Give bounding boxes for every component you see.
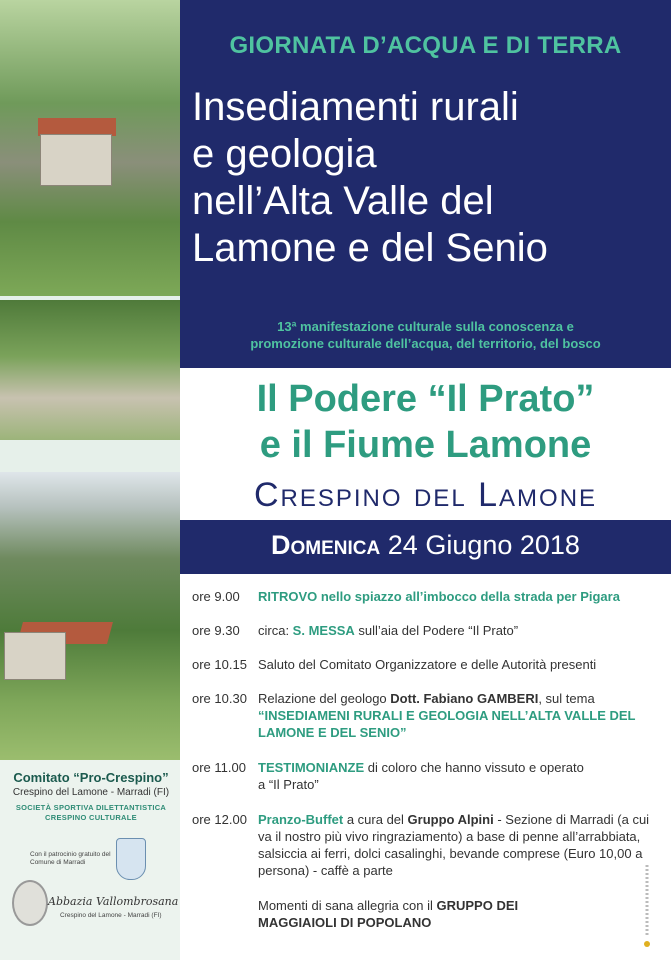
main-title-line-1: Insediamenti rurali xyxy=(192,85,519,129)
event-name-line-2: e il Fiume Lamone xyxy=(259,424,592,466)
program-rest: sull’aia del Podere “Il Prato” xyxy=(354,623,519,638)
program-highlight: TESTIMONIANZE xyxy=(258,760,365,775)
program-text xyxy=(258,622,668,639)
printer-mark-icon xyxy=(640,860,654,950)
program-highlight: RITROVO nello spiazzo all’imbocco della strada per Pigara xyxy=(258,589,620,604)
program-time: ore 12.00 xyxy=(192,812,247,827)
photo-courtyard xyxy=(0,300,180,440)
main-title-line-4: Lamone e del Senio xyxy=(192,226,548,270)
program-rest-2: a “Il Prato” xyxy=(258,777,319,792)
society-line-2: CRESPINO CULTURALE xyxy=(45,813,137,822)
program-text xyxy=(258,811,658,879)
event-place: Crespino del Lamone xyxy=(253,476,598,514)
program-text: Saluto del Comitato Organizzatore e delle Autorità presenti xyxy=(258,657,597,672)
program-rest: - Sezione di Marradi (a cui va il nostro più vivo ringraziamento) a base di penne all’arrabbiata, salsiccia ai ferri, dolci casalinghi, bevande comprese (Euro 10,00 a persona) - caffè a parte xyxy=(258,812,650,878)
event-name xyxy=(180,376,671,468)
program-group: Gruppo Alpini xyxy=(407,812,494,827)
program-text xyxy=(258,588,668,605)
photo-valley xyxy=(0,472,180,760)
program-pre: Relazione del geologo xyxy=(258,691,391,706)
program-time: ore 10.15 xyxy=(192,657,247,672)
program-time: ore 9.30 xyxy=(192,623,240,638)
program-rest: di coloro che hanno vissuto e operato xyxy=(364,760,584,775)
subtitle xyxy=(180,318,671,352)
event-date xyxy=(180,530,671,561)
program-time: ore 10.30 xyxy=(192,691,247,706)
program-text xyxy=(258,759,668,793)
subtitle-line-2: promozione culturale dell’acqua, del territorio, del bosco xyxy=(250,336,601,351)
event-series-title: GIORNATA D’ACQUA E DI TERRA xyxy=(229,32,622,59)
program-highlight: “INSEDIAMENI RURALI E GEOLOGIA NELL’ALTA VALLE DEL LAMONE E DEL SENIO” xyxy=(258,708,636,740)
program-highlight: S. MESSA xyxy=(292,623,355,638)
date-rest: 24 Giugno 2018 xyxy=(387,530,580,560)
abbey-place: Crespino del Lamone - Marradi (FI) xyxy=(60,912,162,919)
main-title xyxy=(192,84,662,272)
subtitle-line-1: 13ª manifestazione culturale sulla conoscenza e xyxy=(277,319,574,334)
program-pre: Momenti di sana allegria con il xyxy=(258,898,437,913)
program-pre: circa: xyxy=(258,623,293,638)
main-title-line-2: e geologia xyxy=(192,132,377,176)
abbey-name: Abbazia Vallombrosana xyxy=(48,895,179,908)
committee-name: Comitato “Pro-Crespino” xyxy=(13,770,169,785)
program-speaker: Dott. Fabiano GAMBERI xyxy=(390,691,539,706)
program-highlight: GRUPPO DEI MAGGIAIOLI DI POPOLANO xyxy=(258,898,519,930)
event-name-line-1: Il Podere “Il Prato” xyxy=(256,378,595,420)
program-text xyxy=(258,690,668,741)
program-time: ore 9.00 xyxy=(192,589,240,604)
society-name xyxy=(6,803,176,823)
abbey-seal-icon xyxy=(12,880,48,926)
main-title-line-3: nell’Alta Valle del xyxy=(192,179,494,223)
program-pre: a cura del xyxy=(343,812,408,827)
program-highlight: Pranzo-Buffet xyxy=(258,812,344,827)
committee-place: Crespino del Lamone - Marradi (FI) xyxy=(12,787,170,798)
society-line-1: SOCIETÀ SPORTIVA DILETTANTISTICA xyxy=(15,803,167,812)
program-time: ore 11.00 xyxy=(192,760,246,775)
program-text xyxy=(258,897,558,931)
program-rest: , sul tema xyxy=(538,691,595,706)
patronage-note: Con il patrocinio gratuito del Comune di Marradi xyxy=(30,851,111,866)
photo-farmhouse xyxy=(0,0,180,296)
date-day: Domenica xyxy=(271,530,381,560)
marradi-crest-icon xyxy=(116,838,146,880)
